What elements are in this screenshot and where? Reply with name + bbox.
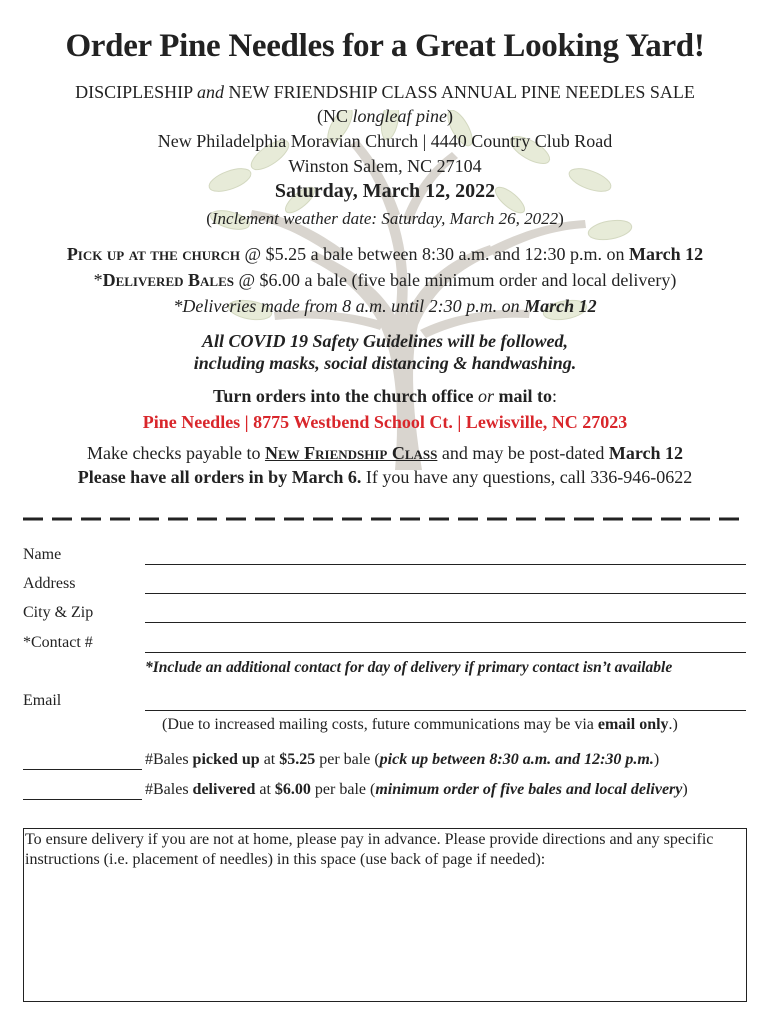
weather-date: (Inclement weather date: Saturday, March 26, 2022) [206,209,564,228]
delivery-hours-line: *Deliveries made from 8 a.m. until 2:30 p.m. on March 12 [173,296,597,316]
instructions-text: To ensure delivery if you are not at home, please pay in advance. Please provide directions and any specific instructions (i.e. placement of needles) in this space (use back of page if needed): [25,831,714,868]
delivered-bales-field[interactable] [23,799,142,800]
cut-line-divider [23,515,747,523]
name-field[interactable] [145,564,746,565]
covid-line-2: including masks, social distancing & handwashing. [193,353,577,373]
email-note: (Due to increased mailing costs, future communications may be via email only.) [162,716,678,733]
pickup-price-line: Pick up at the church @ $5.25 a bale between 8:30 a.m. and 12:30 p.m. on March 12 [66,244,704,264]
checks-payable: Make checks payable to New Friendship Class and may be post-dated March 12 [87,443,683,463]
sale-date: Saturday, March 12, 2022 [274,180,496,202]
church-city: Winston Salem, NC 27104 [288,156,482,176]
pine-variety: (NC longleaf pine) [317,106,453,126]
city-zip-label: City & Zip [23,604,94,621]
pickup-bales-field[interactable] [23,769,142,770]
covid-line-1: All COVID 19 Safety Guidelines will be followed, [201,331,568,351]
church-address: New Philadelphia Moravian Church | 4440 Country Club Road [157,131,613,151]
contact-note: *Include an additional contact for day of delivery if primary contact isn’t available [145,659,673,676]
mail-address: Pine Needles | 8775 Westbend School Ct. | Lewisville, NC 27023 [142,412,628,432]
delivery-instructions-box[interactable] [23,828,747,1002]
order-deadline: Please have all orders in by March 6. If you have any questions, call 336-946-0622 [77,467,693,487]
contact-field[interactable] [145,652,746,653]
delivered-price-line: *Delivered Bales @ $6.00 a bale (five bale minimum order and local delivery) [93,270,677,290]
name-label: Name [23,546,62,563]
turn-in-orders: Turn orders into the church office or mail to: [212,386,558,406]
pickup-bales-label: #Bales picked up at $5.25 per bale (pick up between 8:30 a.m. and 12:30 p.m.) [145,751,660,768]
address-field[interactable] [145,593,746,594]
sale-subtitle: DISCIPLESHIP and NEW FRIENDSHIP CLASS ANNUAL PINE NEEDLES SALE [75,82,695,102]
delivered-bales-label: #Bales delivered at $6.00 per bale (minimum order of five bales and local delivery) [145,781,688,798]
city-zip-field[interactable] [145,622,746,623]
contact-label: *Contact # [23,634,93,651]
address-label: Address [23,575,76,592]
email-label: Email [23,692,62,709]
email-field[interactable] [145,710,746,711]
page-title: Order Pine Needles for a Great Looking Yard! [65,28,705,64]
